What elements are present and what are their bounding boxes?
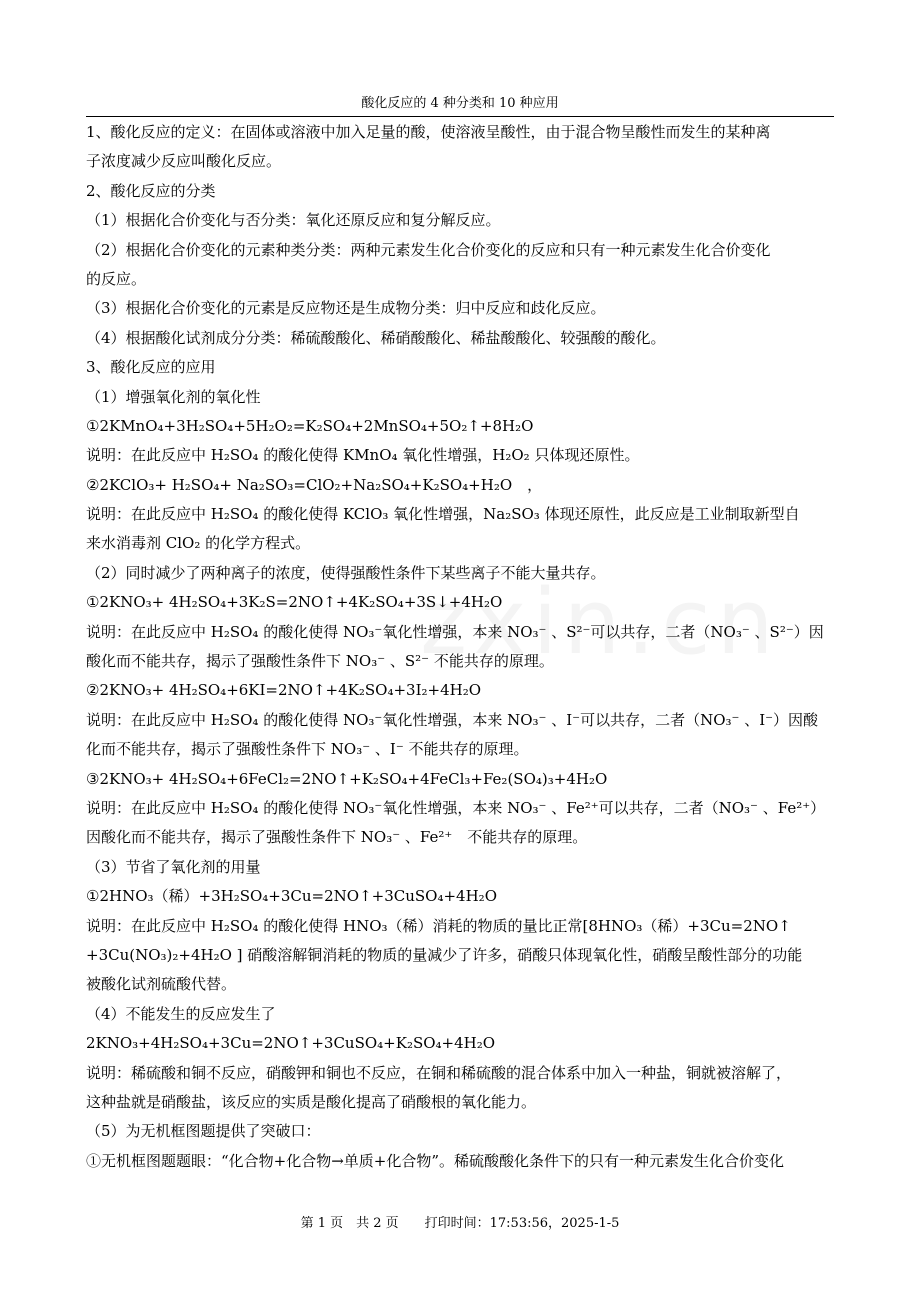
equation: ②2KNO₃+ 4H₂SO₄+6KI=2NO↑+4K₂SO₄+3I₂+4H₂O xyxy=(86,681,482,700)
page-header: 酸化反应的 4 种分类和 10 种应用 xyxy=(86,92,834,117)
text-line: 来水消毒剂 ClO₂ 的化学方程式。 xyxy=(86,534,311,553)
text-line: 因酸化而不能共存，揭示了强酸性条件下 NO₃⁻ 、Fe²⁺ 不能共存的原理。 xyxy=(86,828,588,847)
document-body xyxy=(86,118,836,1176)
equation: ①2HNO₃（稀）+3H₂SO₄+3Cu=2NO↑+3CuSO₄+4H₂O xyxy=(86,887,497,906)
text-line: 说明：在此反应中 H₂SO₄ 的酸化使得 NO₃⁻氧化性增强，本来 NO₃⁻ 、I⁻可以共存，二者（NO₃⁻ 、I⁻）因酸 xyxy=(86,710,819,729)
equation: ③2KNO₃+ 4H₂SO₄+6FeCl₂=2NO↑+K₂SO₄+4FeCl₃+Fe₂(SO₄)₃+4H₂O xyxy=(86,769,608,788)
subsection-heading: （2）同时减少了两种离子的浓度，使得强酸性条件下某些离子不能大量共存。 xyxy=(86,563,606,582)
text-line: 说明：在此反应中 H₂SO₄ 的酸化使得 KMnO₄ 氧化性增强，H₂O₂ 只体现还原性。 xyxy=(86,446,640,465)
text-line: 这种盐就是硝酸盐，该反应的实质是酸化提高了硝酸根的氧化能力。 xyxy=(86,1092,537,1111)
text-line: 酸化而不能共存，揭示了强酸性条件下 NO₃⁻ 、S²⁻ 不能共存的原理。 xyxy=(86,652,554,671)
equation: 2KNO₃+4H₂SO₄+3Cu=2NO↑+3CuSO₄+K₂SO₄+4H₂O xyxy=(86,1034,496,1053)
text-line: 说明：在此反应中 H₂SO₄ 的酸化使得 HNO₃（稀）消耗的物质的量比正常[8HNO₃（稀）+3Cu=2NO↑ xyxy=(86,916,791,935)
subsection-heading: （4）不能发生的反应发生了 xyxy=(86,1004,276,1023)
text-line: （4）根据酸化试剂成分分类：稀硫酸酸化、稀硝酸酸化、稀盐酸酸化、较强酸的酸化。 xyxy=(86,328,666,347)
text-line: 化而不能共存，揭示了强酸性条件下 NO₃⁻ 、I⁻ 不能共存的原理。 xyxy=(86,740,529,759)
text-line: 说明：在此反应中 H₂SO₄ 的酸化使得 KClO₃ 氧化性增强，Na₂SO₃ 体现还原性，此反应是工业制取新型自 xyxy=(86,505,800,524)
text-line: 说明：在此反应中 H₂SO₄ 的酸化使得 NO₃⁻氧化性增强，本来 NO₃⁻ 、S²⁻可以共存，二者（NO₃⁻ 、S²⁻）因 xyxy=(86,622,824,641)
text-line: （3）根据化合价变化的元素是反应物还是生成物分类：归中反应和歧化反应。 xyxy=(86,299,606,318)
text-line: +3Cu(NO₃)₂+4H₂O ] 硝酸溶解铜消耗的物质的量减少了许多，硝酸只体现氧化性，硝酸呈酸性部分的功能 xyxy=(86,945,803,964)
section-heading: 3、酸化反应的应用 xyxy=(86,358,216,377)
text-line: ①无机框图题题眼：“化合物+化合物→单质+化合物”。稀硫酸酸化条件下的只有一种元素发生化合价变化 xyxy=(86,1151,785,1170)
text-line: 的反应。 xyxy=(86,269,147,288)
text-line: 说明：在此反应中 H₂SO₄ 的酸化使得 NO₃⁻氧化性增强，本来 NO₃⁻ 、Fe²⁺可以共存，二者（NO₃⁻ 、Fe²⁺） xyxy=(86,798,826,817)
text-line: （2）根据化合价变化的元素种类分类：两种元素发生化合价变化的反应和只有一种元素发生化合价变化 xyxy=(86,240,771,259)
equation: ①2KNO₃+ 4H₂SO₄+3K₂S=2NO↑+4K₂SO₄+3S↓+4H₂O xyxy=(86,593,503,612)
text-line: 子浓度减少反应叫酸化反应。 xyxy=(86,152,282,171)
text-line: 被酸化试剂硫酸代替。 xyxy=(86,975,237,994)
text-line: （1）根据化合价变化与否分类：氧化还原反应和复分解反应。 xyxy=(86,211,501,230)
equation: ①2KMnO₄+3H₂SO₄+5H₂O₂=K₂SO₄+2MnSO₄+5O₂↑+8H₂O xyxy=(86,416,534,435)
page-footer: 第 1 页 共 2 页 打印时间：17:53:56，2025-1-5 xyxy=(300,1216,620,1231)
section-heading: 2、酸化反应的分类 xyxy=(86,181,216,200)
subsection-heading: （1）增强氧化剂的氧化性 xyxy=(86,387,261,406)
text-line: 1、酸化反应的定义：在固体或溶液中加入足量的酸，使溶液呈酸性，由于混合物呈酸性而发生的某种离 xyxy=(86,123,771,141)
text-line: 说明：稀硫酸和铜不反应，硝酸钾和铜也不反应，在铜和稀硫酸的混合体系中加入一种盐，铜就被溶解了， xyxy=(86,1063,792,1082)
subsection-heading: （3）节省了氧化剂的用量 xyxy=(86,857,261,876)
equation: ②2KClO₃+ H₂SO₄+ Na₂SO₃=ClO₂+Na₂SO₄+K₂SO₄+H₂O ， xyxy=(86,475,543,494)
subsection-heading: （5）为无机框图题提供了突破口： xyxy=(86,1122,321,1141)
